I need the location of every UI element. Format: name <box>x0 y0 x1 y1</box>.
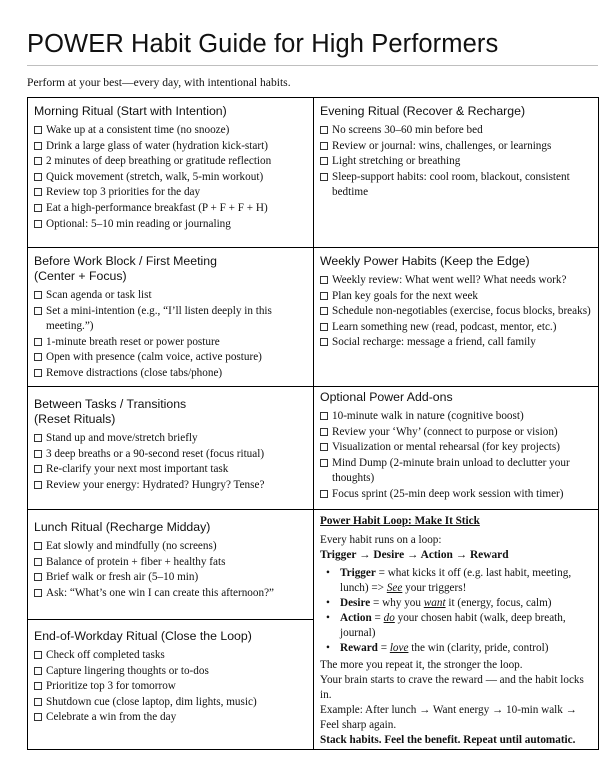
loop-emphasis: love <box>389 642 409 654</box>
page-subtitle: Perform at your best—every day, with intentional habits. <box>27 76 291 89</box>
before-work-checklist <box>34 288 309 382</box>
bullet-dot: • <box>326 612 330 624</box>
checklist-item <box>34 201 309 217</box>
checklist-item-text: 10-minute walk in nature (cognitive boost) <box>332 410 524 422</box>
checklist-item <box>34 710 309 726</box>
checklist-item <box>320 289 595 305</box>
checklist-item-text: No screens 30–60 min before bed <box>332 124 483 136</box>
checklist-item <box>34 478 309 494</box>
checkbox-icon[interactable] <box>34 434 42 442</box>
checklist-item-text: Optional: 5–10 min reading or journaling <box>46 217 231 230</box>
evening-checklist <box>320 123 595 201</box>
checklist-item-text: Wake up at a consistent time (no snooze) <box>46 124 230 136</box>
checkbox-icon[interactable] <box>34 573 42 581</box>
checkbox-icon[interactable] <box>34 353 42 361</box>
before-work-heading-line2: (Center + Focus) <box>34 269 127 283</box>
page-title: POWER Habit Guide for High Performers <box>27 30 499 58</box>
bullet-dot: • <box>326 642 330 654</box>
checklist-item <box>320 273 595 289</box>
checkbox-icon[interactable] <box>320 428 328 436</box>
checklist-item <box>34 350 309 366</box>
checklist-item <box>34 664 309 680</box>
checklist-item <box>34 217 309 233</box>
checklist-item-text: Open with presence (calm voice, active posture) <box>46 351 262 364</box>
checklist-item <box>320 409 595 425</box>
end-of-workday-section <box>28 629 313 726</box>
row-divider <box>27 386 599 387</box>
loop-emphasis: want <box>423 597 446 609</box>
between-tasks-checklist <box>34 431 309 493</box>
checkbox-icon[interactable] <box>34 188 42 196</box>
checklist-item-text: Sleep-support habits: cool room, blackout, consistent bedtime <box>332 170 570 199</box>
loop-text: = <box>377 642 390 654</box>
checklist-item-text: Light stretching or breathing <box>332 155 461 168</box>
checklist-item <box>34 695 309 711</box>
checklist-item-text: Review your ‘Why’ (connect to purpose or vision) <box>332 425 558 438</box>
checklist-item-text: 1-minute breath reset or power posture <box>46 335 220 348</box>
checkbox-icon[interactable] <box>34 713 42 721</box>
checkbox-icon[interactable] <box>320 323 328 331</box>
checklist-item <box>34 555 309 571</box>
checklist-item <box>34 170 309 186</box>
checklist-item <box>320 456 595 487</box>
loop-term: Action <box>340 612 372 624</box>
checklist-item-text: Plan key goals for the next week <box>332 289 479 302</box>
checklist-item-text: Re-clarify your next most important task <box>46 463 229 476</box>
checkbox-icon[interactable] <box>320 126 328 134</box>
checkbox-icon[interactable] <box>320 307 328 315</box>
loop-step-action <box>320 611 595 641</box>
checklist-item <box>34 539 309 555</box>
power-addons-checklist <box>320 409 595 503</box>
checklist-item <box>320 170 595 201</box>
checkbox-icon[interactable] <box>34 450 42 458</box>
checkbox-icon[interactable] <box>34 338 42 346</box>
loop-text: your triggers! <box>402 582 467 594</box>
checkbox-icon[interactable] <box>320 490 328 498</box>
row-divider <box>27 509 599 510</box>
checkbox-icon[interactable] <box>34 369 42 377</box>
checklist-item-text: Shutdown cue (close laptop, dim lights, music) <box>46 695 257 708</box>
loop-text: = why you <box>370 597 424 609</box>
evening-ritual-section <box>314 104 599 201</box>
checklist-item-text: Weekly review: What went well? What needs work? <box>332 274 567 286</box>
between-tasks-heading <box>34 397 309 427</box>
checklist-item-text: Set a mini-intention (e.g., “I’ll listen deeply in this meeting.”) <box>46 304 272 333</box>
checklist-item-text: Eat a high-performance breakfast (P + F + F + H) <box>46 201 268 214</box>
lunch-ritual-heading: Lunch Ritual (Recharge Midday) <box>34 520 211 534</box>
loop-term: Trigger <box>340 567 376 579</box>
habit-loop-example: Example: After lunch → Want energy → 10-min walk → Feel sharp again. <box>320 704 577 731</box>
checkbox-icon[interactable] <box>34 698 42 706</box>
checklist-item <box>320 320 595 336</box>
checklist-item <box>34 304 309 335</box>
checklist-item-text: Eat slowly and mindfully (no screens) <box>46 540 217 552</box>
checklist-item <box>34 288 309 304</box>
checklist-item-text: Remove distractions (close tabs/phone) <box>46 366 223 379</box>
checkbox-icon[interactable] <box>34 542 42 550</box>
weekly-habits-heading: Weekly Power Habits (Keep the Edge) <box>320 254 530 268</box>
checklist-item <box>34 462 309 478</box>
checklist-item-text: Review or journal: wins, challenges, or learnings <box>332 139 552 152</box>
checklist-item <box>34 447 309 463</box>
checkbox-icon[interactable] <box>34 204 42 212</box>
checklist-item-text: 3 deep breaths or a 90-second reset (focus ritual) <box>46 447 265 460</box>
checklist-item <box>34 431 309 447</box>
checklist-item <box>320 304 595 320</box>
lunch-checklist <box>34 539 309 601</box>
checkbox-icon[interactable] <box>34 558 42 566</box>
row-divider <box>27 247 599 248</box>
checkbox-icon[interactable] <box>34 220 42 228</box>
loop-text: your chosen habit (walk, deep breath, journal) <box>340 612 566 639</box>
checkbox-icon[interactable] <box>320 459 328 467</box>
checkbox-icon[interactable] <box>34 589 42 597</box>
loop-text: it (energy, focus, calm) <box>445 597 552 609</box>
checklist-item <box>34 570 309 586</box>
checklist-item-text: Visualization or mental rehearsal (for key projects) <box>332 441 560 454</box>
power-addons-heading: Optional Power Add-ons <box>320 390 453 404</box>
checklist-item <box>34 366 309 382</box>
checkbox-icon[interactable] <box>34 651 42 659</box>
checkbox-icon[interactable] <box>320 142 328 150</box>
checkbox-icon[interactable] <box>34 142 42 150</box>
checklist-item-text: Quick movement (stretch, walk, 5-min workout) <box>46 170 264 183</box>
checkbox-icon[interactable] <box>320 157 328 165</box>
checkbox-icon[interactable] <box>34 173 42 181</box>
bullet-dot: • <box>326 567 330 579</box>
checklist-item-text: Prioritize top 3 for tomorrow <box>46 680 176 693</box>
loop-step-trigger <box>320 566 595 596</box>
checklist-item-text: Celebrate a win from the day <box>46 711 177 724</box>
evening-ritual-heading: Evening Ritual (Recover & Recharge) <box>320 104 526 118</box>
checkbox-icon[interactable] <box>34 667 42 675</box>
title-divider <box>27 65 598 66</box>
checklist-item-text: Capture lingering thoughts or to-dos <box>46 664 209 677</box>
checklist-item <box>34 154 309 170</box>
habit-loop-formula: Trigger → Desire → Action → Reward <box>320 549 509 561</box>
checklist-item-text: Stand up and move/stretch briefly <box>46 432 198 444</box>
loop-term: Reward <box>340 642 378 654</box>
loop-text: = what kicks it off (e.g. last habit, meeting, lunch) => <box>340 567 572 594</box>
loop-step-desire <box>320 596 595 611</box>
end-of-workday-heading: End-of-Workday Ritual (Close the Loop) <box>34 629 252 643</box>
between-tasks-heading-line2: (Reset Rituals) <box>34 412 116 426</box>
checklist-item <box>320 154 595 170</box>
checklist-item <box>320 425 595 441</box>
habit-loop-paragraph-2: Your brain starts to crave the reward — and the habit locks in. <box>320 674 584 701</box>
checklist-item <box>34 679 309 695</box>
checklist-item-text: Check off completed tasks <box>46 649 165 661</box>
checklist-item <box>34 586 309 602</box>
checkbox-icon[interactable] <box>34 157 42 165</box>
checklist-item <box>34 185 309 201</box>
before-work-section <box>28 254 313 382</box>
checkbox-icon[interactable] <box>320 276 328 284</box>
checklist-item <box>320 440 595 456</box>
checklist-item-text: Schedule non-negotiables (exercise, focus blocks, breaks) <box>332 305 591 318</box>
checklist-item-text: Ask: “What’s one win I can create this afternoon?” <box>46 586 275 599</box>
morning-ritual-section <box>28 104 313 232</box>
checkbox-icon[interactable] <box>34 481 42 489</box>
checklist-item-text: Learn something new (read, podcast, mentor, etc.) <box>332 320 557 333</box>
checkbox-icon[interactable] <box>34 307 42 315</box>
power-addons-section <box>314 390 599 503</box>
checklist-item-text: Balance of protein + fiber + healthy fats <box>46 555 226 568</box>
checklist-item <box>34 648 309 664</box>
lunch-ritual-section <box>28 520 313 601</box>
checklist-item-text: 2 minutes of deep breathing or gratitude reflection <box>46 155 272 168</box>
checklist-item <box>320 335 595 351</box>
checklist-item-text: Drink a large glass of water (hydration kick-start) <box>46 139 268 152</box>
checklist-item <box>34 335 309 351</box>
checkbox-icon[interactable] <box>320 292 328 300</box>
weekly-checklist <box>320 273 595 351</box>
loop-step-reward <box>320 641 595 656</box>
checklist-item-text: Scan agenda or task list <box>46 289 152 301</box>
row-divider <box>27 619 314 620</box>
checklist-item-text: Review your energy: Hydrated? Hungry? Tense? <box>46 478 265 491</box>
checklist-item-text: Mind Dump (2-minute brain unload to declutter your thoughts) <box>332 456 570 485</box>
weekly-habits-section <box>314 254 599 351</box>
checklist-item <box>320 139 595 155</box>
habit-loop-intro: Every habit runs on a loop: <box>320 534 442 546</box>
checkbox-icon[interactable] <box>320 443 328 451</box>
checkbox-icon[interactable] <box>320 412 328 420</box>
between-tasks-section <box>28 397 313 493</box>
checklist-item-text: Focus sprint (25-min deep work session with timer) <box>332 487 564 500</box>
habit-loop-closing: Stack habits. Feel the benefit. Repeat until automatic. <box>320 734 576 746</box>
end-of-workday-checklist <box>34 648 309 726</box>
habit-loop-heading: Power Habit Loop: Make It Stick <box>320 515 480 527</box>
checklist-item-text: Review top 3 priorities for the day <box>46 186 201 199</box>
checklist-item-text: Brief walk or fresh air (5–10 min) <box>46 571 199 584</box>
habit-loop-steps <box>320 566 595 656</box>
loop-emphasis: See <box>386 582 403 594</box>
habit-loop-paragraph-1: The more you repeat it, the stronger the loop. <box>320 659 523 671</box>
checklist-item <box>34 139 309 155</box>
loop-emphasis: do <box>383 612 395 624</box>
between-tasks-heading-line1: Between Tasks / Transitions <box>34 397 187 411</box>
checklist-item <box>320 487 595 503</box>
checklist-item-text: Social recharge: message a friend, call family <box>332 336 536 349</box>
morning-checklist <box>34 123 309 232</box>
before-work-heading <box>34 254 309 284</box>
checkbox-icon[interactable] <box>34 465 42 473</box>
checkbox-icon[interactable] <box>320 338 328 346</box>
habit-loop-section <box>314 514 599 748</box>
checkbox-icon[interactable] <box>34 126 42 134</box>
before-work-heading-line1: Before Work Block / First Meeting <box>34 254 217 268</box>
checkbox-icon[interactable] <box>34 682 42 690</box>
loop-text: the win (clarity, pride, control) <box>408 642 549 654</box>
loop-text: = <box>371 612 384 624</box>
checkbox-icon[interactable] <box>320 173 328 181</box>
checkbox-icon[interactable] <box>34 291 42 299</box>
checklist-item <box>34 123 309 139</box>
morning-ritual-heading: Morning Ritual (Start with Intention) <box>34 104 227 118</box>
bullet-dot: • <box>326 597 330 609</box>
checklist-item <box>320 123 595 139</box>
loop-term: Desire <box>340 597 371 609</box>
